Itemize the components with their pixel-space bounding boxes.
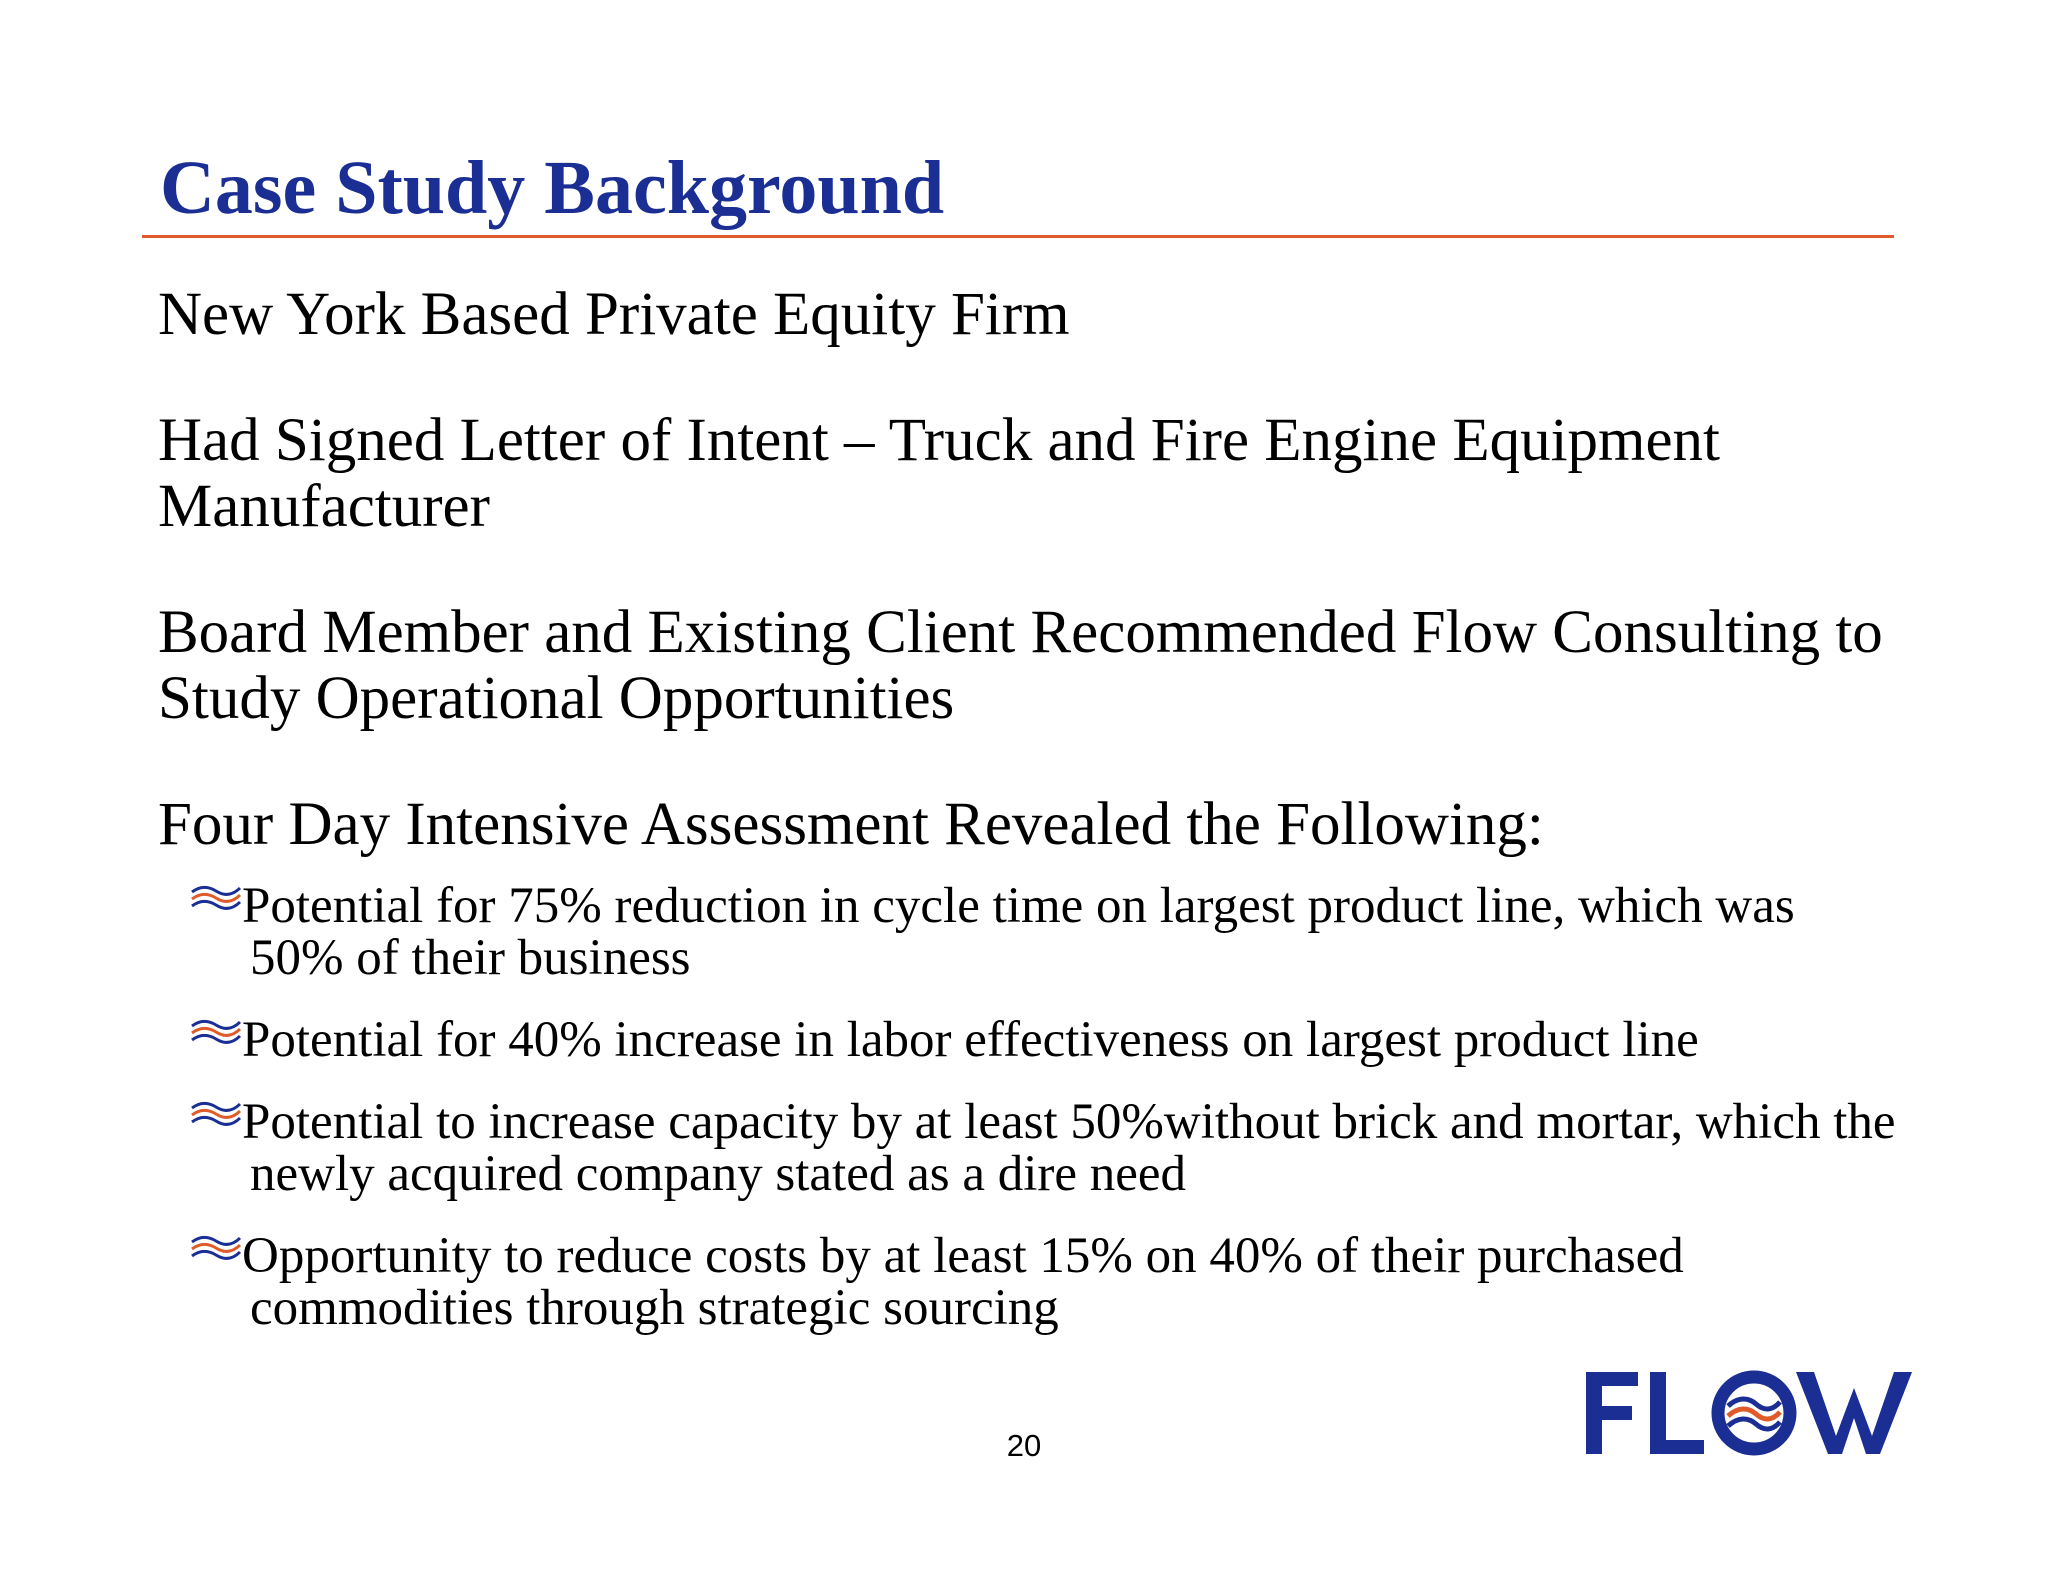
bullet-text: Potential for 40% increase in labor effectiveness on largest product line <box>242 1012 1699 1068</box>
flow-wave-icon <box>190 1232 242 1262</box>
list-item <box>158 1014 1898 1066</box>
paragraph-assessment: Four Day Intensive Assessment Revealed the Following: <box>158 791 1544 858</box>
slide-content <box>158 282 1898 1364</box>
flow-wave-icon <box>190 1098 242 1128</box>
flow-logo <box>1582 1366 1922 1458</box>
list-item <box>158 1096 1898 1200</box>
title-divider <box>142 235 1894 238</box>
bullet-text: Potential for 75% reduction in cycle time on largest product line, which was 50% of their business <box>242 878 1795 986</box>
bullet-text: Potential to increase capacity by at least 50%without brick and mortar, which the newly acquired company stated as a dire need <box>242 1094 1896 1202</box>
paragraph-letter-of-intent: Had Signed Letter of Intent – Truck and Fire Engine Equipment Manufacturer <box>158 407 1720 540</box>
bullet-text: Opportunity to reduce costs by at least 15% on 40% of their purchased commodities through strategic sourcing <box>242 1228 1684 1336</box>
list-item <box>158 1230 1898 1334</box>
paragraph-pe-firm: New York Based Private Equity Firm <box>158 281 1070 348</box>
flow-wave-icon <box>190 882 242 912</box>
findings-list <box>158 880 1898 1334</box>
paragraph-recommendation: Board Member and Existing Client Recommended Flow Consulting to Study Operational Opportunities <box>158 599 1883 732</box>
page-number: 20 <box>1006 1428 1042 1463</box>
list-item <box>158 880 1898 984</box>
slide-title: Case Study Background <box>160 146 945 230</box>
flow-wave-icon <box>190 1016 242 1046</box>
